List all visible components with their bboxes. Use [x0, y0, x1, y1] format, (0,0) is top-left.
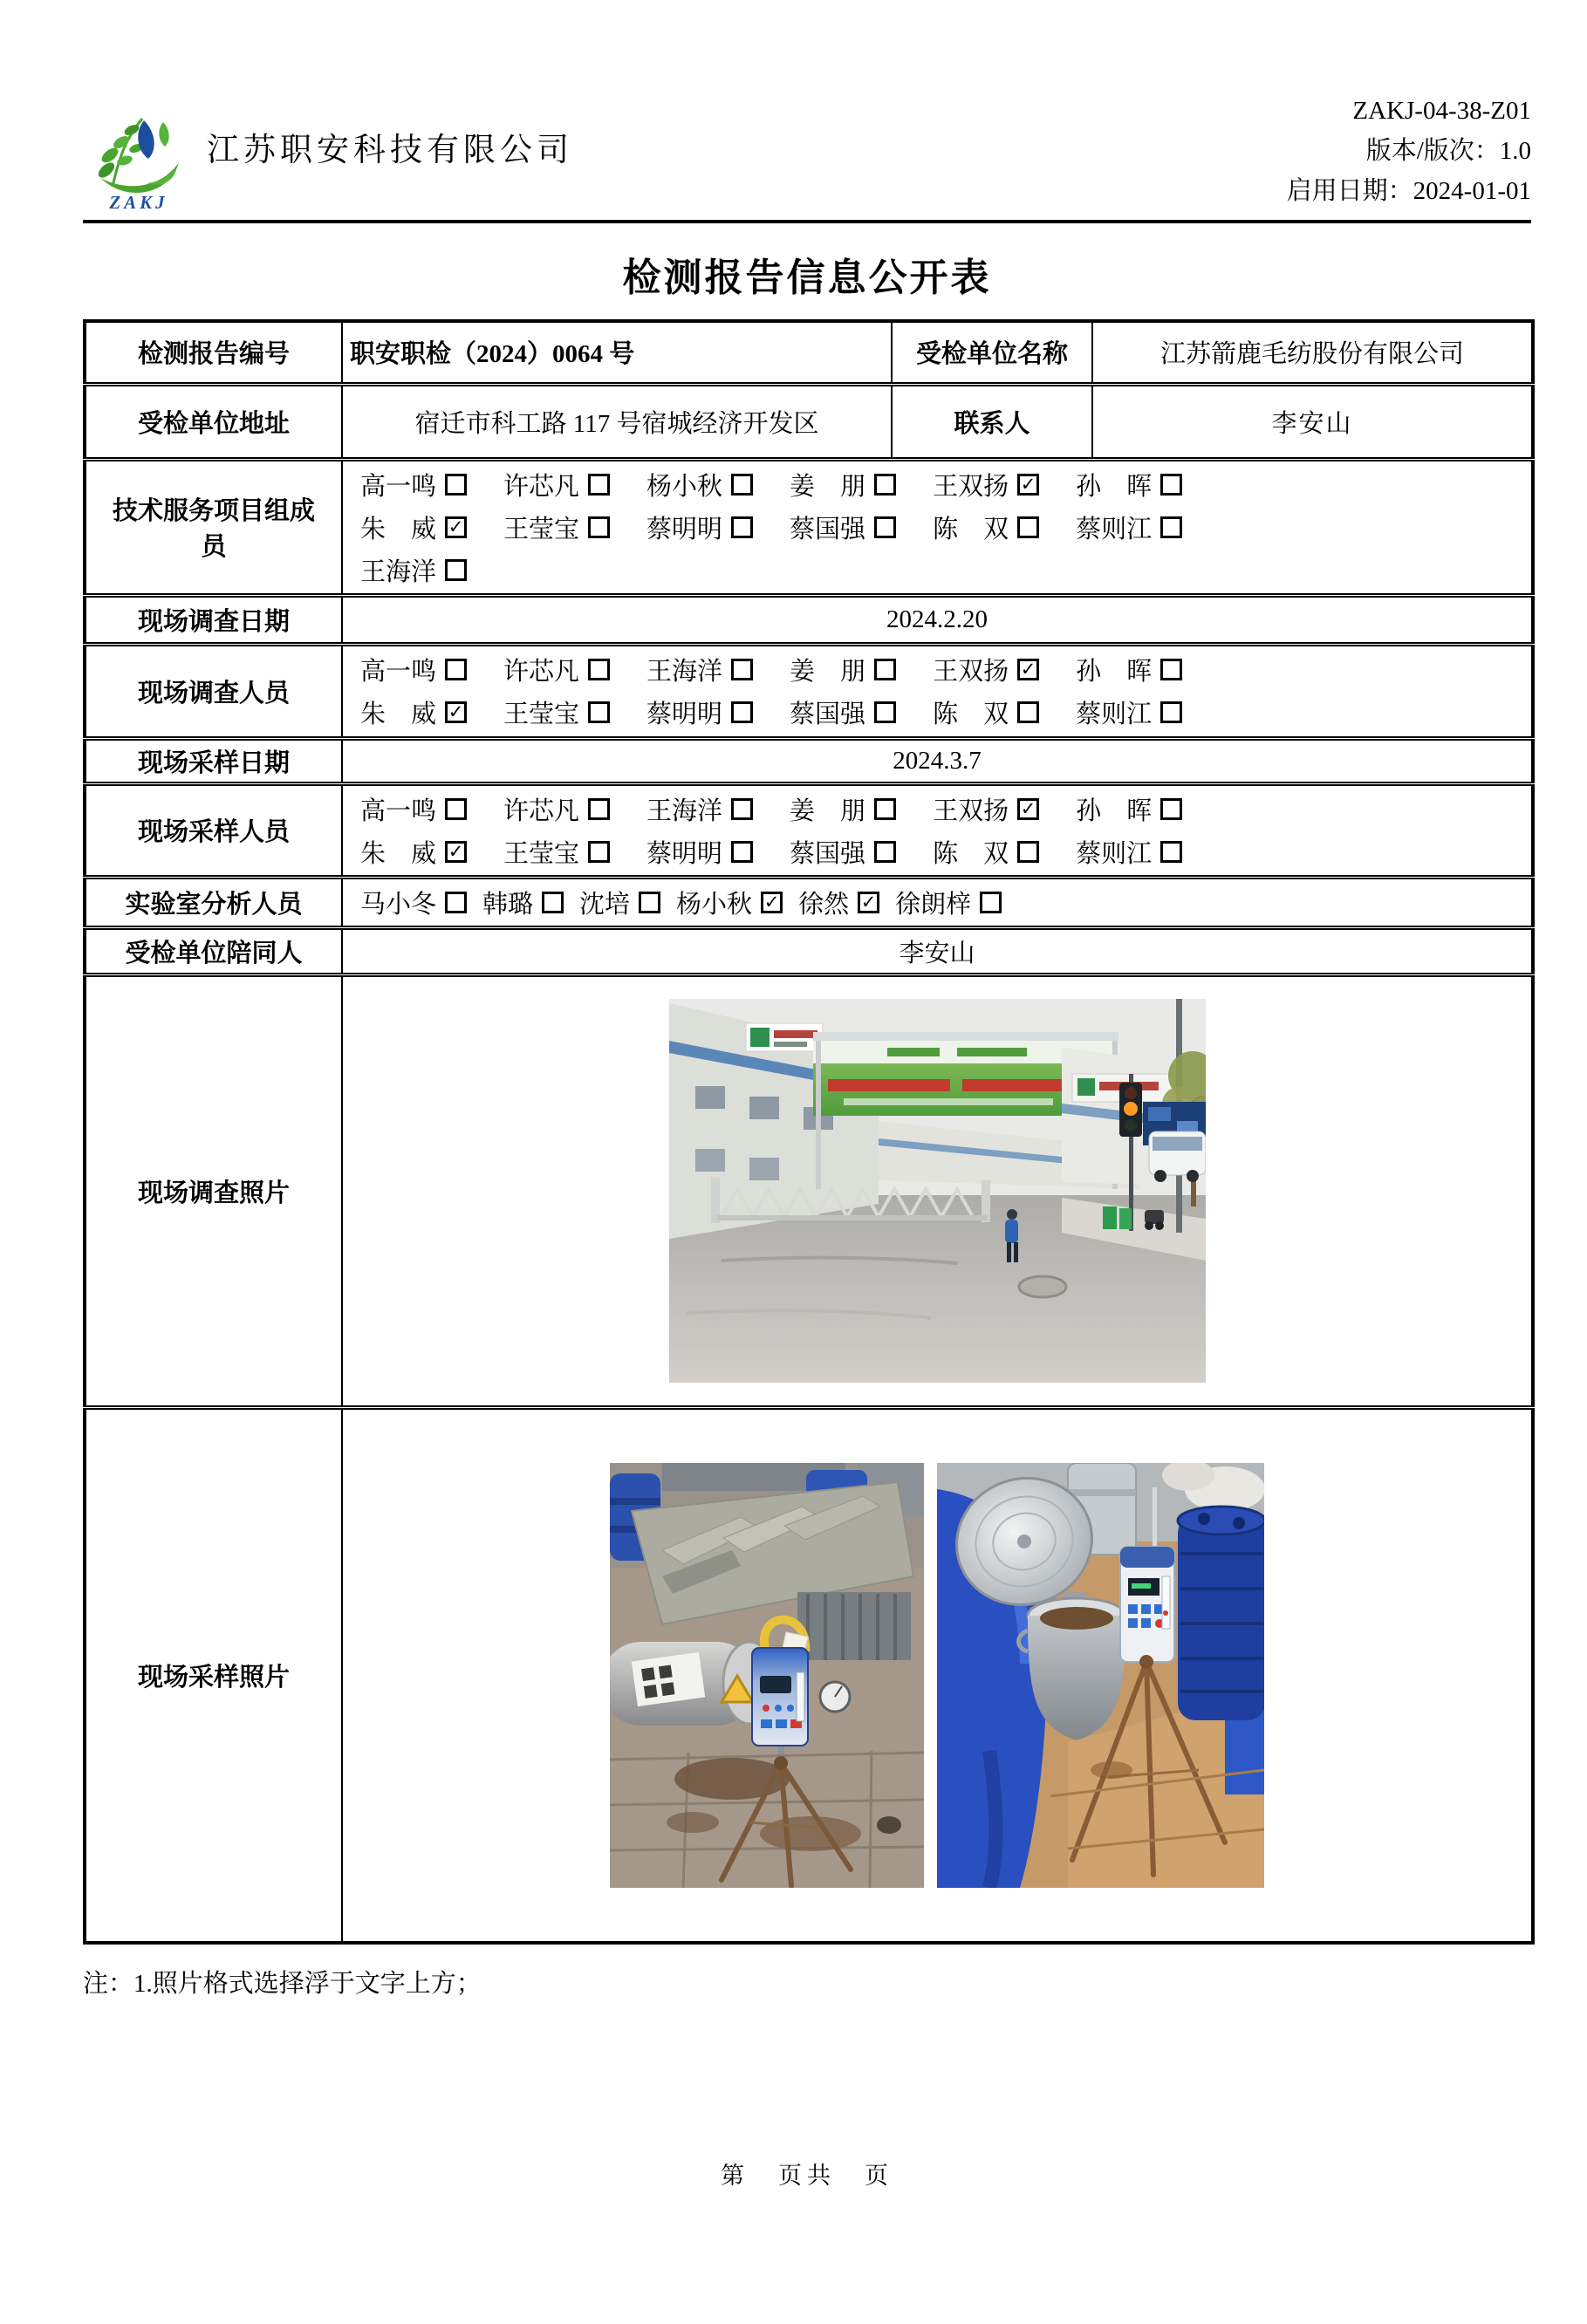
person-option: 杨小秋 ✓ — [676, 885, 783, 920]
sampling-photo-left — [610, 1463, 924, 1888]
person-option: 王海洋 — [646, 652, 753, 687]
person-option: 陈 双 — [933, 834, 1039, 870]
checkbox[interactable] — [588, 701, 610, 723]
checkbox[interactable] — [874, 798, 896, 820]
team-line-2 — [350, 506, 1524, 549]
person-option: 孙 晖 — [1076, 467, 1182, 502]
checkbox[interactable]: ✓ — [1017, 798, 1039, 820]
report-no-value: 职安职检（2024）0064 号 — [342, 321, 892, 384]
checkbox[interactable] — [1160, 798, 1182, 820]
checkbox[interactable] — [874, 841, 896, 863]
person-option: 王莹宝 — [503, 694, 610, 730]
checkbox[interactable] — [874, 659, 896, 680]
person-option: 许芯凡 — [503, 467, 610, 502]
checkbox[interactable] — [1017, 516, 1039, 538]
survey-date-value: 2024.2.20 — [342, 595, 1533, 644]
document-page — [83, 91, 1531, 2191]
sample-date-value: 2024.3.7 — [342, 738, 1533, 783]
team-label: 技术服务项目组成员 — [85, 459, 342, 595]
person-option: 朱 威 ✓ — [360, 509, 467, 545]
person-option: 沈培 — [579, 885, 660, 920]
sample-staff-line-1 — [350, 788, 1524, 830]
person-option: 王双扬 ✓ — [933, 652, 1039, 687]
team-members-cell — [342, 459, 1533, 595]
checkbox[interactable] — [588, 841, 610, 863]
person-option: 徐然 ✓ — [798, 885, 879, 920]
sample-date-label: 现场采样日期 — [85, 738, 342, 783]
survey-staff-line-2 — [350, 691, 1524, 734]
survey-staff-cell — [342, 644, 1533, 738]
checkbox[interactable]: ✓ — [1017, 474, 1039, 496]
person-option: 高一鸣 — [360, 467, 467, 502]
person-option: 蔡明明 — [646, 694, 753, 730]
checkbox[interactable] — [731, 516, 753, 538]
checkbox[interactable] — [588, 516, 610, 538]
checkbox[interactable] — [731, 474, 753, 496]
factory-entrance-photo-image — [669, 999, 1206, 1383]
team-line-1 — [350, 463, 1524, 506]
person-option: 蔡则江 — [1076, 834, 1182, 870]
unit-addr-label: 受检单位地址 — [85, 384, 342, 459]
contact-value: 李安山 — [1092, 384, 1533, 459]
person-option: 蔡则江 — [1076, 694, 1182, 730]
sampling-equipment-photo-1 — [610, 1463, 924, 1888]
doc-enable-line: 启用日期：2024-01-01 — [1286, 177, 1531, 205]
checkbox[interactable] — [731, 659, 753, 680]
checkbox[interactable] — [445, 892, 467, 913]
checkbox[interactable] — [874, 516, 896, 538]
checkbox[interactable] — [1017, 701, 1039, 723]
person-option: 孙 晖 — [1076, 652, 1182, 687]
checkbox[interactable]: ✓ — [858, 892, 879, 913]
person-option: 蔡则江 — [1076, 509, 1182, 545]
checkbox[interactable] — [542, 892, 564, 913]
person-option: 姜 朋 — [790, 652, 896, 687]
survey-staff-label: 现场调查人员 — [85, 644, 342, 738]
survey-photo-label: 现场调查照片 — [85, 974, 342, 1407]
survey-date-label: 现场调查日期 — [85, 595, 342, 644]
person-option: 孙 晖 — [1076, 791, 1182, 827]
row-sample-photo — [85, 1407, 1533, 1943]
page-number-footer: 第 页共 页 — [721, 2163, 893, 2189]
survey-photo-cell — [342, 974, 1533, 1407]
factory-entrance-photo — [669, 999, 1206, 1383]
page-title: 检测报告信息公开表 — [622, 256, 992, 299]
doc-version-line: 版本/版次：1.0 — [1365, 137, 1531, 165]
sample-staff-label: 现场采样人员 — [85, 783, 342, 877]
sampling-equipment-photo-2 — [937, 1463, 1264, 1888]
person-option: 王海洋 — [360, 552, 467, 588]
escort-label: 受检单位陪同人 — [85, 927, 342, 974]
row-survey-photo — [85, 974, 1533, 1407]
checkbox[interactable] — [1160, 659, 1182, 680]
person-option: 杨小秋 — [646, 467, 753, 502]
person-option: 韩璐 — [482, 885, 564, 920]
footnote: 注：1.照片格式选择浮于文字上方； — [83, 1970, 482, 1998]
checkbox[interactable] — [1160, 841, 1182, 863]
person-option: 蔡明明 — [646, 509, 753, 545]
person-option: 王双扬 ✓ — [933, 791, 1039, 827]
team-line-3 — [350, 549, 1524, 591]
person-option: 蔡国强 — [790, 694, 896, 730]
person-option: 王莹宝 — [503, 834, 610, 870]
checkbox[interactable] — [445, 659, 467, 680]
report-info-table — [83, 319, 1535, 1945]
person-option: 王莹宝 — [503, 509, 610, 545]
unit-name-label: 受检单位名称 — [892, 321, 1092, 384]
lab-staff-label: 实验室分析人员 — [85, 877, 342, 927]
person-option: 姜 朋 — [790, 467, 896, 502]
checkbox[interactable] — [1160, 701, 1182, 723]
sampling-photo-right — [937, 1463, 1264, 1888]
company-name: 江苏职安科技有限公司 — [207, 133, 573, 168]
checkbox[interactable] — [1017, 841, 1039, 863]
unit-name-value: 江苏箭鹿毛纺股份有限公司 — [1092, 321, 1533, 384]
row-team-members — [85, 459, 1533, 595]
sample-photo-cell — [342, 1407, 1533, 1943]
contact-label: 联系人 — [892, 384, 1092, 459]
person-option: 高一鸣 — [360, 652, 467, 687]
row-sample-date — [85, 738, 1533, 783]
checkbox[interactable] — [874, 474, 896, 496]
row-report-no — [85, 321, 1533, 384]
person-option: 朱 威 ✓ — [360, 834, 467, 870]
person-option: 陈 双 — [933, 694, 1039, 730]
logo-text: ZAKJ — [109, 192, 168, 213]
person-option: 王海洋 — [646, 791, 753, 827]
row-survey-staff — [85, 644, 1533, 738]
lab-staff-line — [350, 881, 1524, 924]
checkbox[interactable]: ✓ — [1017, 659, 1039, 680]
checkbox[interactable]: ✓ — [761, 892, 783, 913]
person-option: 蔡国强 — [790, 509, 896, 545]
person-option: 许芯凡 — [503, 791, 610, 827]
person-option: 蔡明明 — [646, 834, 753, 870]
sample-photo-label: 现场采样照片 — [85, 1407, 342, 1943]
row-sample-staff — [85, 783, 1533, 877]
checkbox[interactable] — [588, 798, 610, 820]
row-escort — [85, 927, 1533, 974]
row-lab-staff — [85, 877, 1533, 927]
checkbox[interactable] — [731, 798, 753, 820]
row-survey-date — [85, 595, 1533, 644]
checkbox[interactable] — [1160, 474, 1182, 496]
company-logo-icon — [83, 103, 195, 213]
checkbox[interactable] — [980, 892, 1002, 913]
page-header — [83, 91, 1531, 223]
checkbox[interactable] — [445, 798, 467, 820]
brand-block — [83, 103, 573, 213]
checkbox[interactable] — [588, 474, 610, 496]
person-option: 马小冬 — [360, 885, 467, 920]
checkbox[interactable] — [445, 474, 467, 496]
person-option: 蔡国强 — [790, 834, 896, 870]
checkbox[interactable] — [874, 701, 896, 723]
checkbox[interactable] — [445, 559, 467, 581]
doc-code: ZAKJ-04-38-Z01 — [1352, 97, 1531, 125]
checkbox[interactable]: ✓ — [445, 841, 467, 863]
person-option: 徐朗梓 — [895, 885, 1002, 920]
sample-staff-line-2 — [350, 830, 1524, 873]
report-no-label: 检测报告编号 — [85, 321, 342, 384]
document-meta — [1287, 91, 1531, 213]
row-unit-address — [85, 384, 1533, 459]
checkbox[interactable] — [731, 701, 753, 723]
person-option: 许芯凡 — [503, 652, 610, 687]
checkbox[interactable] — [1160, 516, 1182, 538]
lab-staff-cell — [342, 877, 1533, 927]
survey-staff-line-1 — [350, 648, 1524, 691]
checkbox[interactable]: ✓ — [445, 701, 467, 723]
person-option: 姜 朋 — [790, 791, 896, 827]
sample-staff-cell — [342, 783, 1533, 877]
checkbox[interactable] — [731, 841, 753, 863]
checkbox[interactable] — [588, 659, 610, 680]
person-option: 陈 双 — [933, 509, 1039, 545]
escort-value: 李安山 — [342, 927, 1533, 974]
checkbox[interactable]: ✓ — [445, 516, 467, 538]
unit-addr-value: 宿迁市科工路 117 号宿城经济开发区 — [342, 384, 892, 459]
person-option: 高一鸣 — [360, 791, 467, 827]
checkbox[interactable] — [639, 892, 660, 913]
person-option: 朱 威 ✓ — [360, 694, 467, 730]
person-option: 王双扬 ✓ — [933, 467, 1039, 502]
